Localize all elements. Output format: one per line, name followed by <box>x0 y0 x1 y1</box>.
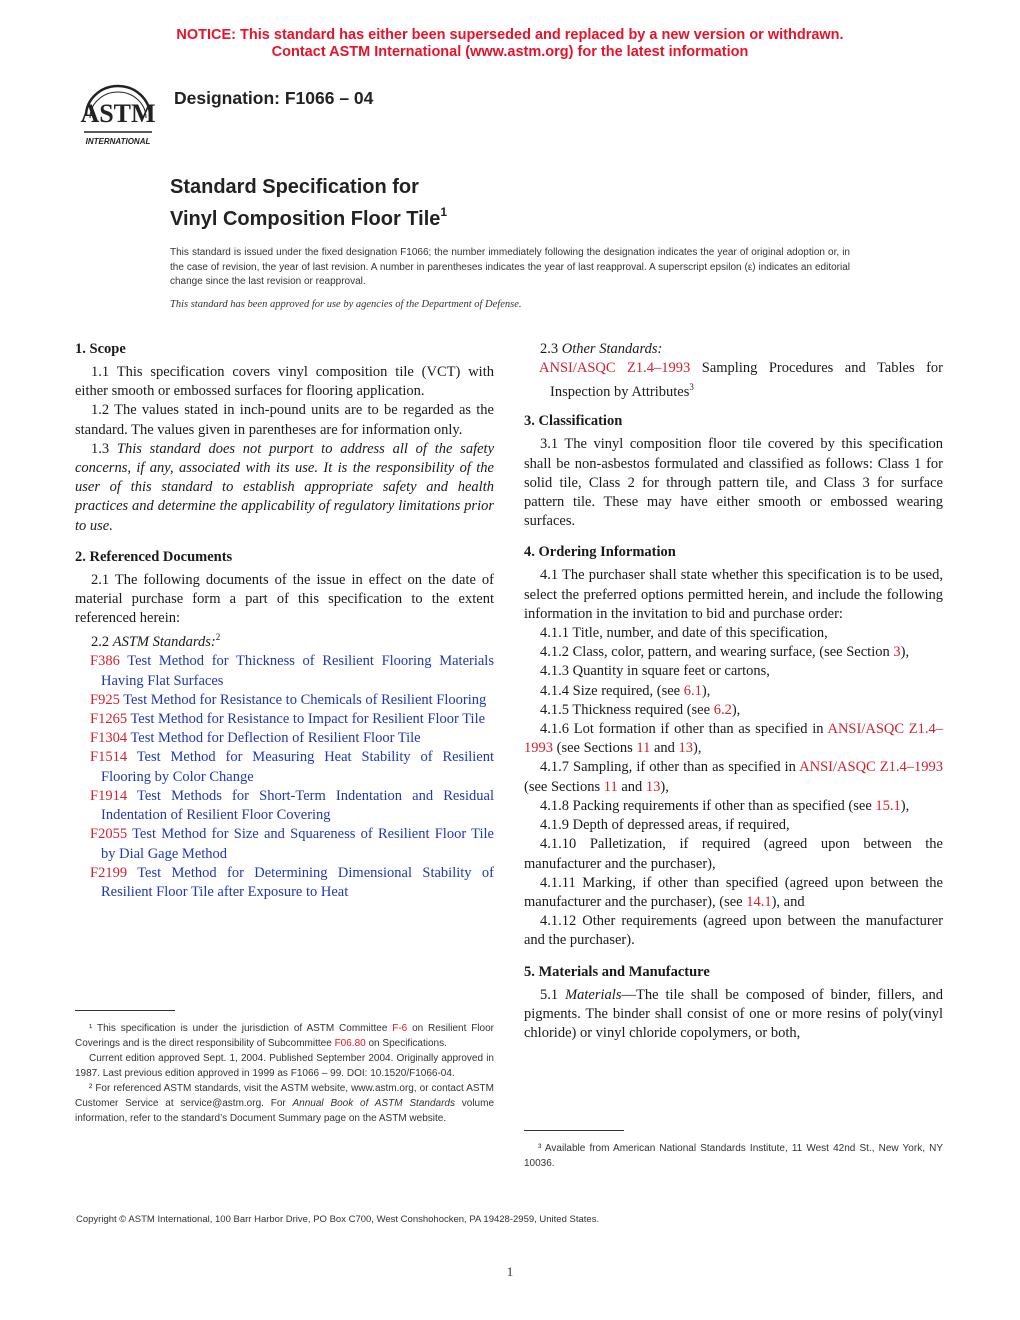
order-4-1-5-text: 4.1.5 Thickness required (see <box>540 701 714 718</box>
section-3-heading: 3. Classification <box>524 413 623 430</box>
ref-2-2-num: 2.2 <box>91 634 113 651</box>
footnote-2-text-b: volume information, refer to the standard’s Document Summary page on the ASTM website. <box>75 1098 494 1124</box>
notice-line-2: Contact ASTM International (www.astm.org) for the latest information <box>271 44 749 60</box>
reference-code[interactable]: F2055 <box>90 826 128 843</box>
reference-title[interactable]: Test Method for Size and Squareness of Resilient Floor Tile by Dial Gage Method <box>101 826 494 862</box>
reference-title[interactable]: Test Method for Resistance to Chemicals of Resilient Flooring <box>123 691 487 708</box>
section-5-heading: 5. Materials and Manufacture <box>524 963 710 980</box>
scope-1-3-text: This standard does not purport to address all of the safety concerns, if any, associated with its use. It is the responsibility of the user of this standard to establish appropriate safety and health practices and determine the applicability of regulatory limitations prior to use. <box>75 440 495 534</box>
materials-5-1-label: Materials <box>565 986 622 1003</box>
ref-2-2-label: ASTM Standards: <box>112 634 216 651</box>
order-4-1-12: 4.1.12 Other requirements (agreed upon between the manufacturer and the purchaser). <box>524 913 943 949</box>
reference-code[interactable]: F1514 <box>90 749 128 766</box>
order-4-1-7-text: 4.1.7 Sampling, if other than as specified in <box>540 759 800 776</box>
reference-item <box>75 710 494 729</box>
footnote-1-text-b: on Resilient Floor Coverings and is the direct responsibility of Subcommittee <box>75 1023 494 1049</box>
materials-5-1-num: 5.1 <box>540 986 566 1003</box>
order-4-1-6-link-13[interactable]: 13 <box>678 740 694 757</box>
order-4-1-6 <box>524 720 943 758</box>
reference-item <box>75 729 494 748</box>
order-4-1-2-link[interactable]: 3 <box>893 644 901 661</box>
order-4-1-6-end: ), <box>693 740 702 757</box>
right-column <box>524 340 943 1043</box>
ref-2-2-mark[interactable]: 2 <box>215 632 221 643</box>
reference-item <box>75 787 494 825</box>
reference-title[interactable]: Test Method for Thickness of Resilient Flooring Materials Having Flat Surfaces <box>101 653 494 689</box>
order-4-1-7-link-13[interactable]: 13 <box>645 778 661 795</box>
reference-code[interactable]: F1304 <box>90 730 128 747</box>
order-4-1-1: 4.1.1 Title, number, and date of this specification, <box>540 625 828 642</box>
order-4-1-7-end: ), <box>660 778 669 795</box>
scope-1-3 <box>75 440 494 536</box>
footnotes-right <box>524 1141 943 1171</box>
order-4-1-11-link[interactable]: 14.1 <box>746 893 772 910</box>
reference-item <box>75 691 494 710</box>
notice-line-1: NOTICE: This standard has either been superseded and replaced by a new version or withdrawn. <box>176 27 844 43</box>
ansi-code[interactable]: ANSI/ASQC Z1.4–1993 <box>539 360 691 377</box>
withdrawal-notice <box>0 27 1020 61</box>
order-4-1-5-end: ), <box>731 701 741 718</box>
order-4-1-8 <box>524 797 943 816</box>
order-4-1-4-text: 4.1.4 Size required, (see <box>540 682 684 699</box>
title-line-2 <box>170 200 447 232</box>
left-column <box>75 340 494 902</box>
order-4-1-7 <box>524 758 943 796</box>
reference-item <box>75 652 494 690</box>
page-number: 1 <box>506 1264 514 1279</box>
order-4-1-6-ansi-link[interactable]: ANSI/ASQC Z1.4–1993 <box>524 721 943 757</box>
footnote-1-text-a: ¹ This specification is under the jurisdiction of ASTM Committee <box>89 1023 393 1034</box>
preamble <box>170 246 850 312</box>
reference-item <box>75 748 494 786</box>
logo-subtext: INTERNATIONAL <box>85 137 151 146</box>
order-4-1-2 <box>524 643 943 662</box>
preamble-approved: This standard has been approved for use by agencies of the Department of Defense. <box>170 298 522 310</box>
ansi-title: Sampling Procedures and Tables for Inspection by Attributes <box>550 360 943 401</box>
footnote-rule-right <box>524 1130 624 1131</box>
title-footnote-mark[interactable]: 1 <box>440 205 448 219</box>
ansi-mark[interactable]: 3 <box>689 382 694 393</box>
scope-1-1: 1.1 This specification covers vinyl composition tile (VCT) with either smooth or embossed surfaces for flooring application. <box>75 364 494 400</box>
order-4-1-4-end: ), <box>701 682 711 699</box>
footnote-3: ³ Available from American National Standards Institute, 11 West 42nd St., New York, NY 10036. <box>524 1143 943 1169</box>
order-4-1-7-link-11[interactable]: 11 <box>603 778 618 795</box>
order-4-1-6-text: 4.1.6 Lot formation if other than as specified in <box>540 721 828 738</box>
materials-5-1-text: —The tile shall be composed of binder, fillers, and pigments. The binder shall consist of one or more resins of poly(vinyl chloride) or vinyl chloride copolymers, or both, <box>524 986 944 1041</box>
materials-5-1 <box>524 986 943 1044</box>
order-4-1-6-link-11[interactable]: 11 <box>636 740 651 757</box>
order-4-1-10: 4.1.10 Palletization, if required (agreed upon between the manufacturer and the purchaser), <box>524 836 943 872</box>
title-line-1: Standard Specification for <box>170 176 419 198</box>
order-4-1-8-text: 4.1.8 Packing requirements if other than as specified (see <box>540 797 876 814</box>
copyright: Copyright © ASTM International, 100 Barr Harbor Drive, PO Box C700, West Conshohocken, PA 19428-2959, United States. <box>76 1214 600 1225</box>
document-title <box>170 175 447 232</box>
reference-item <box>75 864 494 902</box>
reference-title[interactable]: Test Method for Determining Dimensional Stability of Resilient Floor Tile after Exposure to Heat <box>101 864 494 900</box>
scope-1-2: 1.2 The values stated in inch-pound units are to be regarded as the standard. The values given in parentheses are for information only. <box>75 402 494 438</box>
preamble-text: This standard is issued under the fixed designation F1066; the number immediately following the designation indicates the year of original adoption or, in the case of revision, the year of last revision. A number in parentheses indicates the year of last reapproval. A superscript epsilon (ε) indicates an editorial change since the last revision or reapproval. <box>170 247 850 287</box>
order-4-1-2-text: 4.1.2 Class, color, pattern, and wearing surface, (see Section <box>540 644 894 661</box>
ref-2-1: 2.1 The following documents of the issue in effect on the date of material purchase form a part of this specification to the extent referenced herein: <box>75 571 494 627</box>
section-2-heading: 2. Referenced Documents <box>75 548 233 565</box>
ansi-reference <box>524 359 943 402</box>
order-4-1-5 <box>524 701 943 720</box>
class-3-1: 3.1 The vinyl composition floor tile covered by this specification shall be non-asbestos formulated and classified as follows: Class 1 for solid tile, Class 2 for through pattern tile, and Class 3 for surface pattern tile. These may have either smooth or embossed wearing surfaces. <box>524 436 943 530</box>
order-4-1-11-end: ), and <box>771 893 805 910</box>
footnote-2-italic: Annual Book of ASTM Standards <box>292 1098 455 1109</box>
footnote-1 <box>75 1021 494 1051</box>
order-4-1-11-text: 4.1.11 Marking, if other than specified (agreed upon between the manufacturer and the purchaser), (see <box>524 874 943 910</box>
order-4-1-6-and: and <box>650 740 679 757</box>
order-4-1-7-text-b: (see Sections <box>524 778 604 795</box>
reference-code[interactable]: F386 <box>90 653 120 670</box>
section-4-heading: 4. Ordering Information <box>524 544 676 561</box>
order-4-1-3: 4.1.3 Quantity in square feet or cartons, <box>540 663 770 680</box>
order-4-1-6-text-b: (see Sections <box>553 740 637 757</box>
footnote-1-edition: Current edition approved Sept. 1, 2004. Published September 2004. Originally approved in 1987. Last previous edition approved in 1999 as F1066 – 99. DOI: 10.1520/F1066-04. <box>75 1053 494 1079</box>
reference-title[interactable]: Test Method for Measuring Heat Stability of Resilient Flooring by Color Change <box>101 749 494 785</box>
ref-2-2 <box>75 628 494 652</box>
reference-title[interactable]: Test Method for Deflection of Resilient Floor Tile <box>130 730 421 747</box>
footnotes-left <box>75 1021 494 1126</box>
designation: Designation: F1066 – 04 <box>174 88 374 108</box>
footnote-rule-left <box>75 1010 175 1011</box>
order-4-1-7-and: and <box>617 778 646 795</box>
reference-code[interactable]: F925 <box>90 691 120 708</box>
order-4-1-4-link[interactable]: 6.1 <box>683 682 702 699</box>
footnote-2 <box>75 1081 494 1126</box>
ref-2-3 <box>524 340 943 359</box>
order-4-1-8-end: ), <box>900 797 910 814</box>
footnote-1-text-c: on Specifications. <box>365 1038 447 1049</box>
logo-text: ASTM <box>80 99 156 128</box>
scope-1-3-num: 1.3 <box>91 440 117 457</box>
order-4-1-11 <box>524 874 943 912</box>
order-4-1-8-link[interactable]: 15.1 <box>875 797 901 814</box>
footnote-1-link-committee[interactable]: F-6 <box>392 1023 408 1034</box>
reference-title[interactable]: Test Methods for Short-Term Indentation and Residual Indentation of Resilient Floor Covering <box>101 787 494 824</box>
order-4-1-4 <box>524 682 943 701</box>
ref-2-3-label: Other Standards: <box>561 341 663 357</box>
order-4-1: 4.1 The purchaser shall state whether this specification is to be used, select the preferred options permitted herein, and include the following information in the invitation to bid and purchase order: <box>524 567 943 622</box>
reference-code[interactable]: F1914 <box>90 787 128 804</box>
reference-item <box>75 825 494 863</box>
order-4-1-9: 4.1.9 Depth of depressed areas, if required, <box>540 817 790 834</box>
title-line-2-text: Vinyl Composition Floor Tile <box>170 208 441 230</box>
astm-logo-icon <box>76 76 160 150</box>
section-1-heading: 1. Scope <box>75 341 126 357</box>
order-4-1-2-end: ), <box>900 644 910 661</box>
ref-2-3-num: 2.3 <box>540 341 562 357</box>
footnote-1-link-subcommittee[interactable]: F06.80 <box>334 1038 366 1049</box>
reference-code[interactable]: F1265 <box>90 711 128 728</box>
footnote-2-text-a: ² For referenced ASTM standards, visit the ASTM website, www.astm.org, or contact ASTM Customer Service at service@astm.org. For <box>75 1083 494 1109</box>
reference-code[interactable]: F2199 <box>90 864 128 881</box>
reference-title[interactable]: Test Method for Resistance to Impact for Resilient Floor Tile <box>130 711 486 728</box>
order-4-1-5-link[interactable]: 6.2 <box>713 701 732 718</box>
order-4-1-7-ansi-link[interactable]: ANSI/ASQC Z1.4–1993 <box>799 759 944 776</box>
